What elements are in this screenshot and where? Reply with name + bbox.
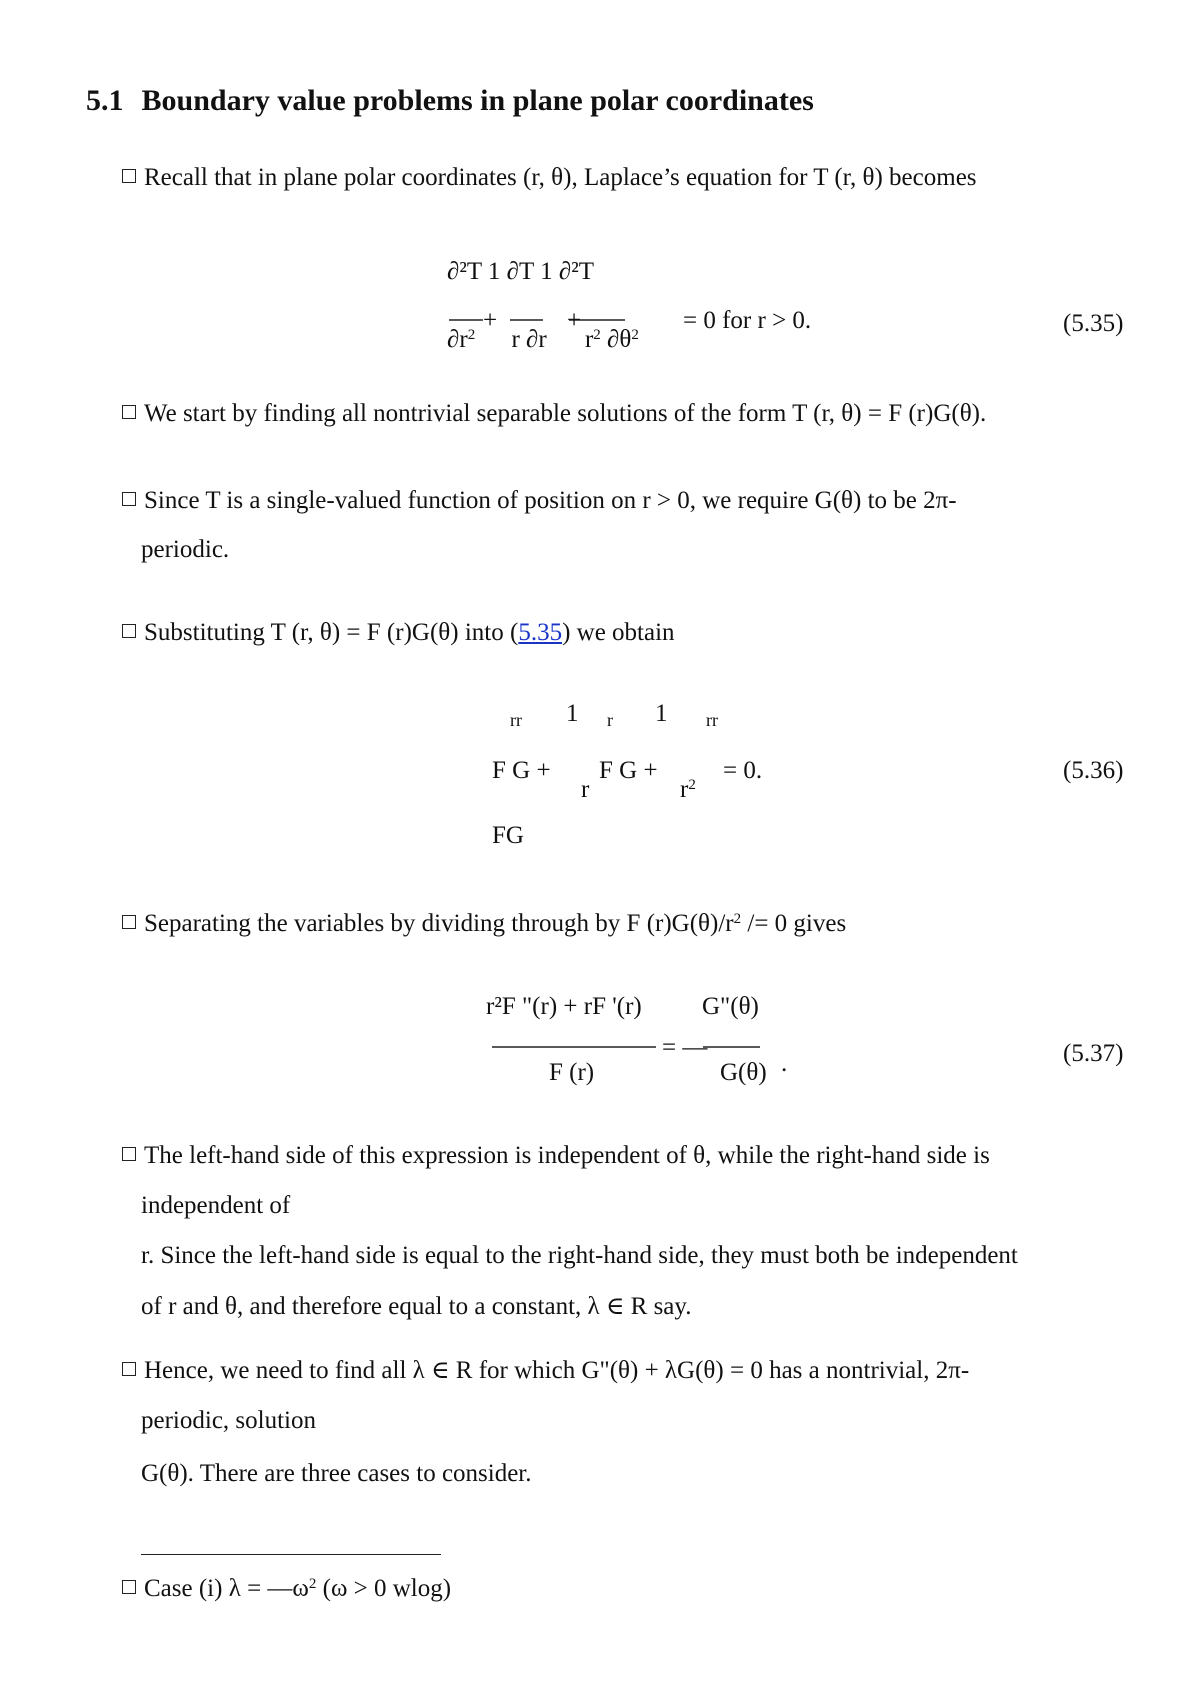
section-heading: [86, 84, 814, 118]
bullet-separating: [122, 911, 846, 936]
eq35-rhs: = 0 for r > 0.: [683, 307, 812, 334]
eq37-denominator-left: F (r): [549, 1059, 595, 1086]
eq37-numerator-left: r²F "(r) + rF '(r): [486, 993, 642, 1020]
bullet-box-icon: [122, 492, 136, 506]
paragraph-single-valued-1: Since T is a single-valued function of position on r > 0, we require G(θ) to be 2π-: [144, 487, 957, 514]
eq35-denominators: [447, 326, 639, 354]
eq37-period: .: [781, 1050, 788, 1077]
paragraph-hence-2: periodic, solution: [141, 1407, 316, 1434]
paragraph-single-valued-2: periodic.: [141, 536, 230, 563]
eq36-prime-2: r: [607, 710, 613, 730]
eq36-den-r2: [680, 776, 696, 804]
bullet-substituting: [122, 620, 675, 645]
bullet-box-icon: [122, 915, 136, 929]
section-number: 5.1: [86, 84, 124, 117]
eq35-den-3: r: [584, 326, 594, 353]
eq35-den-1: ∂r: [447, 326, 468, 353]
eq35-den-4: ∂θ: [600, 326, 632, 353]
paragraph-separating-a: Separating the variables by dividing through by F (r)G(θ)/r: [144, 910, 734, 937]
equation-link-5-35[interactable]: 5.35: [518, 619, 563, 646]
eq36-num-1: 1: [566, 700, 579, 727]
bullet-recall: [122, 165, 977, 190]
eq36-term-a: F G +: [492, 757, 551, 784]
eq36-number: (5.36): [1063, 757, 1124, 784]
eq35-den-2: r ∂r: [511, 326, 547, 353]
eq36-term-b: F G +: [599, 757, 658, 784]
eq36-den-r2-base: r: [680, 776, 689, 803]
eq36-den-r2-sup: 2: [688, 776, 696, 793]
eq37-numerator-right: G"(θ): [702, 993, 759, 1020]
paragraph-lhs-3: r. Since the left-hand side is equal to the right-hand side, they must both be independent: [141, 1242, 1018, 1269]
eq36-rhs: = 0.: [723, 757, 763, 784]
bullet-hence: [122, 1358, 969, 1383]
eq37-fraction-bars: [490, 1045, 770, 1051]
bullet-box-icon: [122, 405, 136, 419]
paragraph-substituting-b: ) we obtain: [562, 619, 675, 646]
paragraph-lhs-2: independent of: [141, 1192, 291, 1219]
eq35-den-1-sup: 2: [467, 326, 476, 343]
paragraph-substituting-a: Substituting T (r, θ) = F (r)G(θ) into (: [144, 619, 519, 646]
paragraph-separating-b: /= 0 gives: [741, 910, 847, 937]
bullet-separable: [122, 401, 986, 426]
paragraph-recall: Recall that in plane polar coordinates (r, θ), Laplace’s equation for T (r, θ) becomes: [144, 164, 977, 191]
section-title: Boundary value problems in plane polar coordinates: [141, 84, 814, 117]
paragraph-hence-3: G(θ). There are three cases to consider.: [141, 1460, 532, 1487]
eq36-prime-1: rr: [510, 710, 522, 730]
bullet-box-icon: [122, 169, 136, 183]
eq35-den-3-sup: 2: [593, 326, 601, 343]
eq37-denominator-right: G(θ): [720, 1059, 767, 1086]
eq36-den-r: r: [581, 776, 590, 803]
bullet-case-i: [122, 1576, 451, 1601]
eq36-num-2: 1: [655, 700, 668, 727]
eq37-equals: = —: [662, 1034, 708, 1061]
paragraph-separable: We start by finding all nontrivial separable solutions of the form T (r, θ) = F (r)G(θ).: [144, 400, 987, 427]
eq37-number: (5.37): [1063, 1040, 1124, 1067]
eq35-numerators: ∂²T 1 ∂T 1 ∂²T: [447, 258, 594, 285]
eq35-number: (5.35): [1063, 310, 1124, 337]
paragraph-lhs-1: The left-hand side of this expression is independent of θ, while the right-hand side is: [144, 1142, 990, 1169]
paragraph-separating-sup: 2: [733, 910, 742, 927]
bullet-box-icon: [122, 1362, 136, 1376]
eq36-fg: FG: [492, 822, 524, 849]
case-i-b: (ω > 0 wlog): [316, 1575, 452, 1602]
eq35-plus-2: +: [567, 307, 582, 334]
bullet-box-icon: [122, 1580, 136, 1594]
eq36-prime-3: rr: [706, 710, 718, 730]
case-i-a: Case (i) λ = —ω: [144, 1575, 309, 1602]
paragraph-hence-1: Hence, we need to find all λ ∈ R for which G"(θ) + λG(θ) = 0 has a nontrivial, 2π-: [144, 1357, 970, 1384]
case-i-sup: 2: [308, 1575, 317, 1592]
paragraph-lhs-4: of r and θ, and therefore equal to a constant, λ ∈ R say.: [141, 1293, 692, 1320]
eq35-plus-1: +: [483, 307, 498, 334]
bullet-single-valued: [122, 488, 957, 513]
separator-rule: [141, 1554, 441, 1555]
bullet-box-icon: [122, 1147, 136, 1161]
bullet-left-hand-side: [122, 1143, 990, 1168]
bullet-box-icon: [122, 624, 136, 638]
eq35-den-4-sup: 2: [631, 326, 639, 343]
